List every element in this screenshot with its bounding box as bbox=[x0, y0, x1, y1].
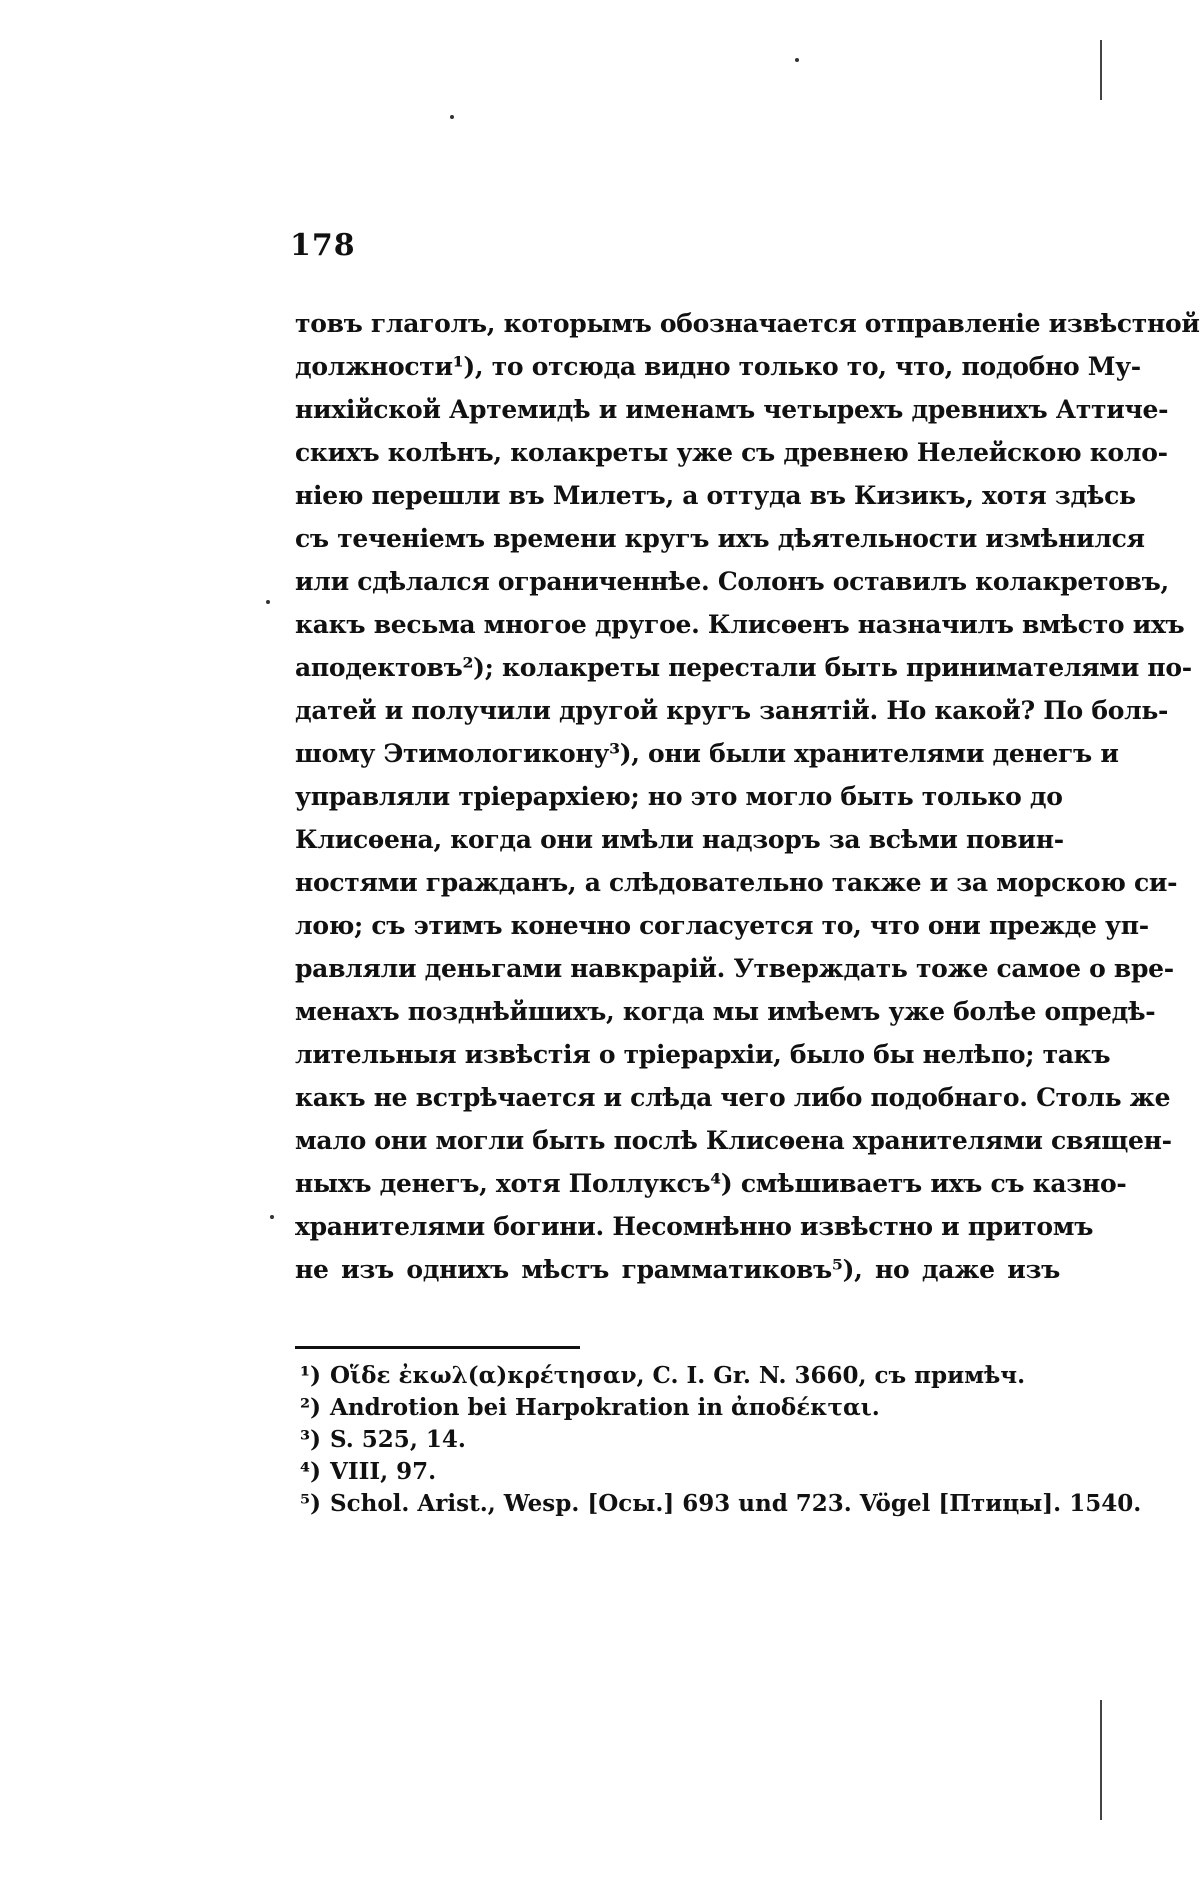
body-text bbox=[295, 302, 1200, 1291]
footnotes bbox=[300, 1360, 1142, 1520]
text-line: съ теченіемъ времени кругъ ихъ дѣятельности измѣнился bbox=[295, 524, 1145, 553]
text-line: шому Этимологикону³), они были хранителями денегъ и bbox=[295, 739, 1119, 768]
text-line: нихійской Артемидѣ и именамъ четырехъ древнихъ Аттиче- bbox=[295, 395, 1169, 424]
text-line: лою; съ этимъ конечно согласуется то, что они прежде уп- bbox=[295, 911, 1149, 940]
scan-speck bbox=[795, 58, 799, 62]
page-number: 178 bbox=[290, 228, 356, 263]
text-line: равляли деньгами навкрарій. Утверждать тоже самое о вре- bbox=[295, 954, 1174, 983]
footnote-mark: ⁴) bbox=[300, 1458, 321, 1485]
footnote bbox=[300, 1424, 1070, 1456]
text-line: не изъ однихъ мѣстъ грамматиковъ⁵), но даже изъ bbox=[295, 1255, 1060, 1284]
footnote-mark: ²) bbox=[300, 1394, 321, 1421]
text-line: хранителями богини. Несомнѣнно извѣстно и притомъ bbox=[295, 1212, 1094, 1241]
scan-margin-line bbox=[1100, 1700, 1102, 1820]
text-line: скихъ колѣнъ, колакреты уже съ древнею Нелейскою коло- bbox=[295, 438, 1168, 467]
text-line: или сдѣлался ограниченнѣе. Солонъ оставилъ колакретовъ, bbox=[295, 567, 1169, 596]
text-line: управляли тріерархіею; но это могло быть только до bbox=[295, 782, 1063, 811]
scan-speck bbox=[266, 600, 270, 604]
footnote-text: S. 525, 14. bbox=[330, 1426, 466, 1453]
text-line: должности¹), то отсюда видно только то, что, подобно Му- bbox=[295, 352, 1141, 381]
text-line: какъ не встрѣчается и слѣда чего либо подобнаго. Столь же bbox=[295, 1083, 1171, 1112]
footnote-mark: ⁵) bbox=[300, 1490, 321, 1517]
footnote-text: VIII, 97. bbox=[330, 1458, 437, 1485]
footnote-separator bbox=[295, 1346, 580, 1349]
footnote-text: Androtion bei Harpokration in ἀποδέκται. bbox=[330, 1394, 880, 1421]
scan-speck bbox=[270, 1215, 274, 1219]
footnote-text: Οἵδε ἐκωλ(α)κρέτησαν, C. I. Gr. N. 3660, съ примѣч. bbox=[330, 1362, 1026, 1389]
text-line: аподектовъ²); колакреты перестали быть принимателями по- bbox=[295, 653, 1192, 682]
footnote bbox=[300, 1360, 1070, 1392]
text-line: лительныя извѣстія о тріерархіи, было бы нелѣпо; такъ bbox=[295, 1040, 1111, 1069]
text-line: товъ глаголъ, которымъ обозначается отправленіе извѣстной bbox=[295, 309, 1200, 338]
text-line: Клисѳена, когда они имѣли надзоръ за всѣми повин- bbox=[295, 825, 1064, 854]
footnote bbox=[300, 1488, 1142, 1520]
text-line: ностями гражданъ, а слѣдовательно также и за морскою си- bbox=[295, 868, 1178, 897]
footnote-mark: ¹) bbox=[300, 1362, 321, 1389]
text-line: мало они могли быть послѣ Клисѳена хранителями священ- bbox=[295, 1126, 1172, 1155]
text-line: датей и получили другой кругъ занятій. Но какой? По боль- bbox=[295, 696, 1169, 725]
footnote bbox=[300, 1392, 1070, 1424]
footnote bbox=[300, 1456, 1070, 1488]
text-line: менахъ позднѣйшихъ, когда мы имѣемъ уже болѣе опредѣ- bbox=[295, 997, 1156, 1026]
footnote-mark: ³) bbox=[300, 1426, 321, 1453]
text-line: ныхъ денегъ, хотя Поллуксъ⁴) смѣшиваетъ ихъ съ казно- bbox=[295, 1169, 1127, 1198]
text-line: какъ весьма многое другое. Клисѳенъ назначилъ вмѣсто ихъ bbox=[295, 610, 1185, 639]
footnote-text: Schol. Arist., Wesp. [Осы.] 693 und 723. Vögel [Птицы]. 1540. bbox=[330, 1490, 1142, 1517]
scan-speck bbox=[450, 115, 454, 119]
text-line: ніею перешли въ Милетъ, а оттуда въ Кизикъ, хотя здѣсь bbox=[295, 481, 1136, 510]
scan-margin-line bbox=[1100, 40, 1102, 100]
